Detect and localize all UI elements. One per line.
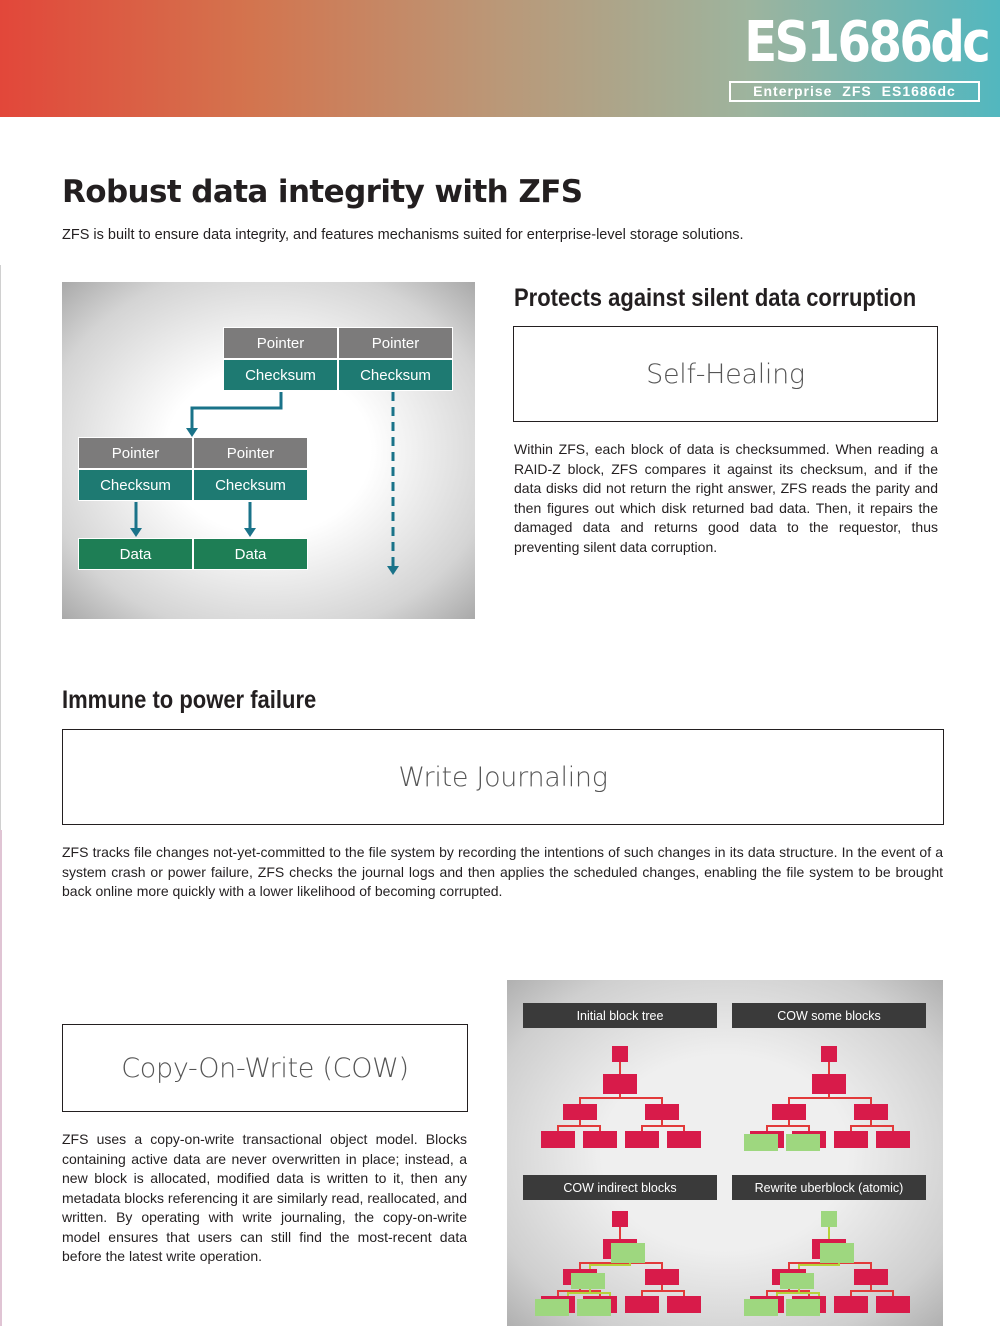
checksum-block: Checksum [338, 359, 453, 391]
tree-link [767, 1120, 789, 1131]
root-block [612, 1046, 628, 1062]
data-block [541, 1131, 575, 1148]
cow-panel-title: COW indirect blocks [523, 1175, 717, 1200]
data-block [834, 1296, 868, 1313]
brand-model: ES1686dc [744, 10, 989, 75]
data-block [625, 1131, 659, 1148]
indirect-block [645, 1269, 679, 1285]
data-block [834, 1131, 868, 1148]
tree-link [871, 1126, 893, 1131]
tree-link [558, 1120, 580, 1131]
cow-panel-title: COW some blocks [732, 1003, 926, 1028]
data-block [625, 1296, 659, 1313]
new-data-block [535, 1299, 569, 1316]
tree-link [789, 1094, 829, 1104]
indirect-block [645, 1104, 679, 1120]
intro-text: ZFS is built to ensure data integrity, and features mechanisms suited for enterprise-level storage solutions. [62, 227, 744, 243]
indirect-block [603, 1074, 637, 1094]
self-healing-heading: Protects against silent data corruption [514, 284, 917, 312]
checksum-block: Checksum [193, 469, 308, 501]
tree-link [642, 1120, 662, 1131]
data-block [876, 1296, 910, 1313]
pointer-block: Pointer [338, 327, 453, 359]
checksum-block: Checksum [78, 469, 193, 501]
new-data-block [744, 1134, 778, 1151]
new-indirect-block [571, 1273, 605, 1289]
cow-body: ZFS uses a copy-on-write transactional object model. Blocks containing active data are never overwritten in place; instead, a new block is allocated, modified data is written to it, then any metadata blocks referencing it are similarly read, reallocated, and written. By operating with write journaling, the copy-on-write model ensures that users can still find the most-recent data before the latest write operation. [62, 1131, 467, 1264]
page-title: Robust data integrity with ZFS [62, 174, 583, 210]
new-data-block [577, 1299, 611, 1316]
tree-link [851, 1285, 871, 1296]
tree-link [871, 1291, 893, 1296]
tree-link [789, 1126, 809, 1131]
journaling-heading: Immune to power failure [62, 686, 317, 714]
journaling-label: Write Journaling [62, 729, 944, 825]
data-block [876, 1131, 910, 1148]
new-indirect-block [611, 1243, 645, 1263]
pointer-block: Pointer [78, 437, 193, 469]
data-block [583, 1131, 617, 1148]
root-block [612, 1211, 628, 1227]
indirect-block [854, 1104, 888, 1120]
cow-panel-title: Initial block tree [523, 1003, 717, 1028]
tree-link [829, 1098, 871, 1104]
indirect-block [812, 1074, 846, 1094]
tree-link [580, 1094, 620, 1104]
checksum-block: Checksum [223, 359, 338, 391]
data-block: Data [193, 538, 308, 570]
tree-link [851, 1120, 871, 1131]
tree-link [662, 1126, 684, 1131]
new-data-block [786, 1299, 820, 1316]
self-healing-body: Within ZFS, each block of data is checksummed. When reading a RAID-Z block, ZFS compares it against its checksum, and if the data disks did not return the right answer, ZFS reads the parity and then figures out which disk returned bad data. Then, it repairs the damaged data and returns good data to the requestor, thus preventing silent data corruption. [514, 441, 938, 555]
pointer-block: Pointer [223, 327, 338, 359]
cow-label: Copy-On-Write (COW) [62, 1024, 468, 1112]
brand-subtitle: Enterprise ZFS ES1686dc [729, 81, 980, 102]
root-block [821, 1046, 837, 1062]
root-block [821, 1211, 837, 1227]
cow-panel-title: Rewrite uberblock (atomic) [732, 1175, 926, 1200]
indirect-block [563, 1104, 597, 1120]
new-indirect-block [780, 1273, 814, 1289]
tree-link [620, 1098, 662, 1104]
tree-link [662, 1291, 684, 1296]
data-block: Data [78, 538, 193, 570]
tree-link [580, 1126, 600, 1131]
journaling-body: ZFS tracks file changes not-yet-committed to the file system by recording the intentions of such changes in its data structure. In the event of a system crash or power failure, ZFS checks the journal logs and then applies the scheduled changes, enabling the file system to be brought back online more quickly with a lower likelihood of becoming corrupted. [62, 844, 943, 899]
tree-link [642, 1285, 662, 1296]
new-data-block [786, 1134, 820, 1151]
self-healing-label: Self-Healing [513, 326, 938, 422]
data-block [667, 1296, 701, 1313]
indirect-block [854, 1269, 888, 1285]
pointer-block: Pointer [193, 437, 308, 469]
data-block [667, 1131, 701, 1148]
new-data-block [744, 1299, 778, 1316]
indirect-block [772, 1104, 806, 1120]
new-indirect-block [820, 1243, 854, 1263]
